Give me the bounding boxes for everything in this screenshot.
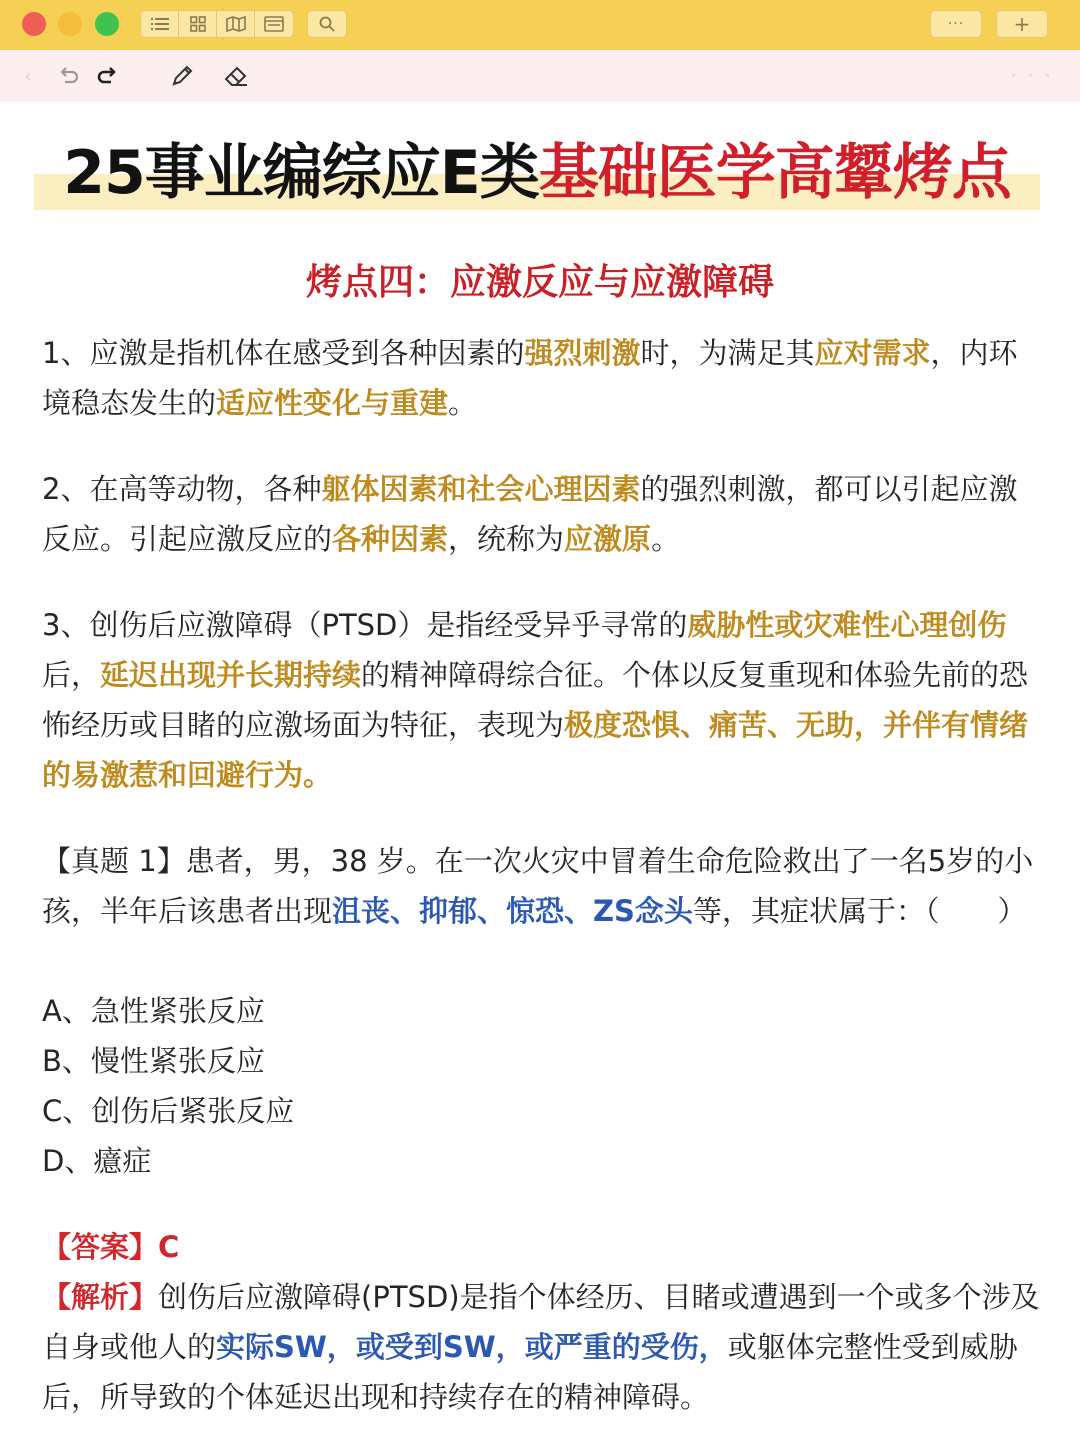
list-view-button[interactable] <box>141 11 179 37</box>
p1-highlight-2: 应对需求 <box>814 336 931 370</box>
p3-highlight-3: 极度恐惧、痛苦、无助，并伴有情绪的易激惹和回避行为。 <box>42 708 1029 792</box>
zoom-window-button[interactable] <box>95 12 119 36</box>
p1-text-2: 时，为满足其 <box>640 336 815 370</box>
section-subtitle: 烤点四：应激反应与应激障碍 <box>305 261 774 303</box>
answer-line <box>42 1222 179 1272</box>
slides-view-button[interactable] <box>255 11 293 37</box>
p2-text-4: 。 <box>651 522 681 556</box>
undo-button[interactable] <box>56 62 84 90</box>
p1-highlight-1: 强烈刺激 <box>524 336 641 370</box>
toolbar-overflow-icon[interactable]: • • • <box>1010 69 1054 83</box>
grid-view-button[interactable] <box>179 11 217 37</box>
p2-text-1: 2、在高等动物，各种 <box>42 472 322 506</box>
p3-highlight-2: 延迟出现并长期持续 <box>100 658 362 692</box>
eraser-tool-button[interactable] <box>222 62 252 90</box>
paragraph-2 <box>42 464 1042 564</box>
option-a: A、急性紧张反应 <box>42 994 265 1028</box>
p2-highlight-1: 躯体因素和社会心理因素 <box>321 472 641 506</box>
p3-text-2: 后， <box>42 658 101 692</box>
option-d: D、癔症 <box>42 1144 152 1178</box>
add-button[interactable]: + <box>996 10 1048 38</box>
search-icon <box>319 16 335 32</box>
heading-text <box>34 130 1040 216</box>
slides-icon <box>264 16 284 32</box>
p2-highlight-2: 各种因素 <box>332 522 449 556</box>
option-b: B、慢性紧张反应 <box>42 1044 265 1078</box>
list-icon <box>151 17 169 31</box>
analysis-highlight: 实际SW，或受到SW，或严重的受伤， <box>216 1330 728 1364</box>
heading-part1: 25事业编综应E类 <box>63 138 539 208</box>
back-chevron-icon[interactable]: ‹ <box>24 65 32 87</box>
undo-icon <box>59 67 81 85</box>
redo-button[interactable] <box>92 62 120 90</box>
p3-text-1: 3、创伤后应激障碍（PTSD）是指经受异乎寻常的 <box>42 608 688 642</box>
p2-text-2: 的强烈刺激，都可以引起应激反应。引起应激反应的 <box>42 472 1018 556</box>
p2-highlight-3: 应激原 <box>564 522 652 556</box>
heading-part2: 基础医学高颦烤点 <box>538 138 1011 208</box>
view-mode-group <box>140 10 294 38</box>
grid-icon <box>190 16 206 32</box>
pen-icon <box>170 64 194 88</box>
answer-value: C <box>158 1230 180 1264</box>
p2-text-3: ，统称为 <box>448 522 565 556</box>
analysis-paragraph <box>42 1272 1042 1422</box>
question-stem <box>42 836 1042 936</box>
minimize-window-button[interactable] <box>58 12 82 36</box>
p3-highlight-1: 威胁性或灾难性心理创伤 <box>687 608 1007 642</box>
p3-text-3: 的精神障碍综合征。个体以反复重现和体验先前的恐怖经历或目睹的应激场面为特征，表现为 <box>42 658 1029 742</box>
p1-text-1: 1、应激是指机体在感受到各种因素的 <box>42 336 525 370</box>
question-highlight: 沮丧、抑郁、惊恐、ZS念头 <box>332 894 693 928</box>
eraser-icon <box>223 64 251 88</box>
paragraph-3 <box>42 600 1042 800</box>
map-icon <box>226 16 246 32</box>
window-titlebar <box>0 0 1080 50</box>
option-c: C、创伤后紧张反应 <box>42 1094 295 1128</box>
page-heading <box>34 130 1040 216</box>
search-button[interactable] <box>307 10 347 38</box>
analysis-text-2: 或躯体完整性受到威胁后，所导致的个体延迟出现和持续存在的精神障碍。 <box>42 1330 1018 1414</box>
p1-text-3: ，内环境稳态发生的 <box>42 336 1018 420</box>
drawing-toolbar <box>0 50 1080 102</box>
pen-tool-button[interactable] <box>168 62 196 90</box>
analysis-label: 【解析】 <box>42 1280 159 1314</box>
answer-label: 【答案】 <box>42 1230 159 1264</box>
paragraph-1 <box>42 328 1042 428</box>
p1-highlight-3: 适应性变化与重建 <box>216 386 449 420</box>
more-options-button[interactable]: ··· <box>930 10 982 38</box>
question-text-1: 【真题 1】患者，男，38 岁。在一次火灾中冒着生命危险救出了一名5岁的小孩，半年后该患者出现 <box>42 844 1034 928</box>
p1-text-4: 。 <box>448 386 478 420</box>
redo-icon <box>95 67 117 85</box>
question-text-2: 等，其症状属于：（ ） <box>692 894 1027 928</box>
map-view-button[interactable] <box>217 11 255 37</box>
close-window-button[interactable] <box>22 12 46 36</box>
analysis-text-1: 创伤后应激障碍(PTSD)是指个体经历、目睹或遭遇到一个或多个涉及自身或他人的 <box>42 1280 1040 1364</box>
